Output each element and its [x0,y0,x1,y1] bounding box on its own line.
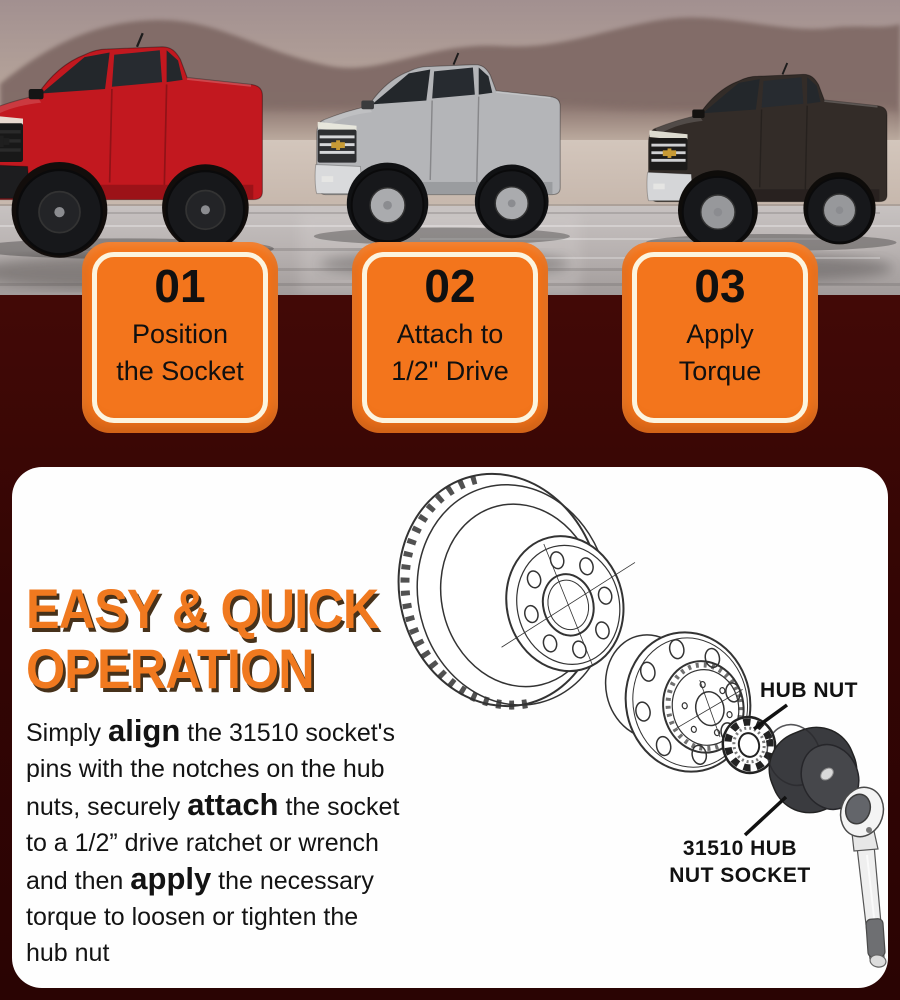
step-label-line: Position [131,319,229,349]
operation-text [26,713,399,971]
operation-text-line: torque to loosen or tighten the [26,903,359,931]
operation-title-line: EASY & QUICK [26,577,379,640]
operation-title [26,579,378,699]
socket-label-line1: 31510 HUB [682,837,798,860]
operation-card [12,467,888,988]
hub-nut-label: HUB NUT [760,679,858,702]
step-label-line: Torque [678,356,762,386]
step-label-line: Apply [686,319,754,349]
socket-leader-line [745,797,786,835]
step-label-line: Attach to [396,319,504,349]
socket-label-line2: NUT SOCKET [669,864,811,887]
step-label [679,316,762,390]
operation-text-line: hub nut [26,939,110,967]
step-card-2 [352,242,548,433]
step-card-1 [82,242,278,433]
hub-nut-leader-line [754,705,787,729]
step-number: 02 [424,260,476,312]
step-card-3 [622,242,818,433]
operation-text-line: to a 1/2” drive ratchet or wrench [26,829,379,857]
step-label [391,316,509,390]
operation-text-line: nuts, securely attach the socket [26,787,400,822]
step-number: 03 [694,260,746,312]
operation-text-line: pins with the notches on the hub [26,755,385,783]
step-number: 01 [154,260,206,312]
step-label [116,316,244,390]
operation-title-line: OPERATION [26,637,314,700]
step-label-line: 1/2" Drive [391,356,509,386]
ratchet-illustration [834,782,888,969]
operation-text-line: and then apply the necessary [26,861,374,896]
operation-text-line: Simply align the 31510 socket's [26,713,395,748]
step-label-line: the Socket [116,356,244,386]
